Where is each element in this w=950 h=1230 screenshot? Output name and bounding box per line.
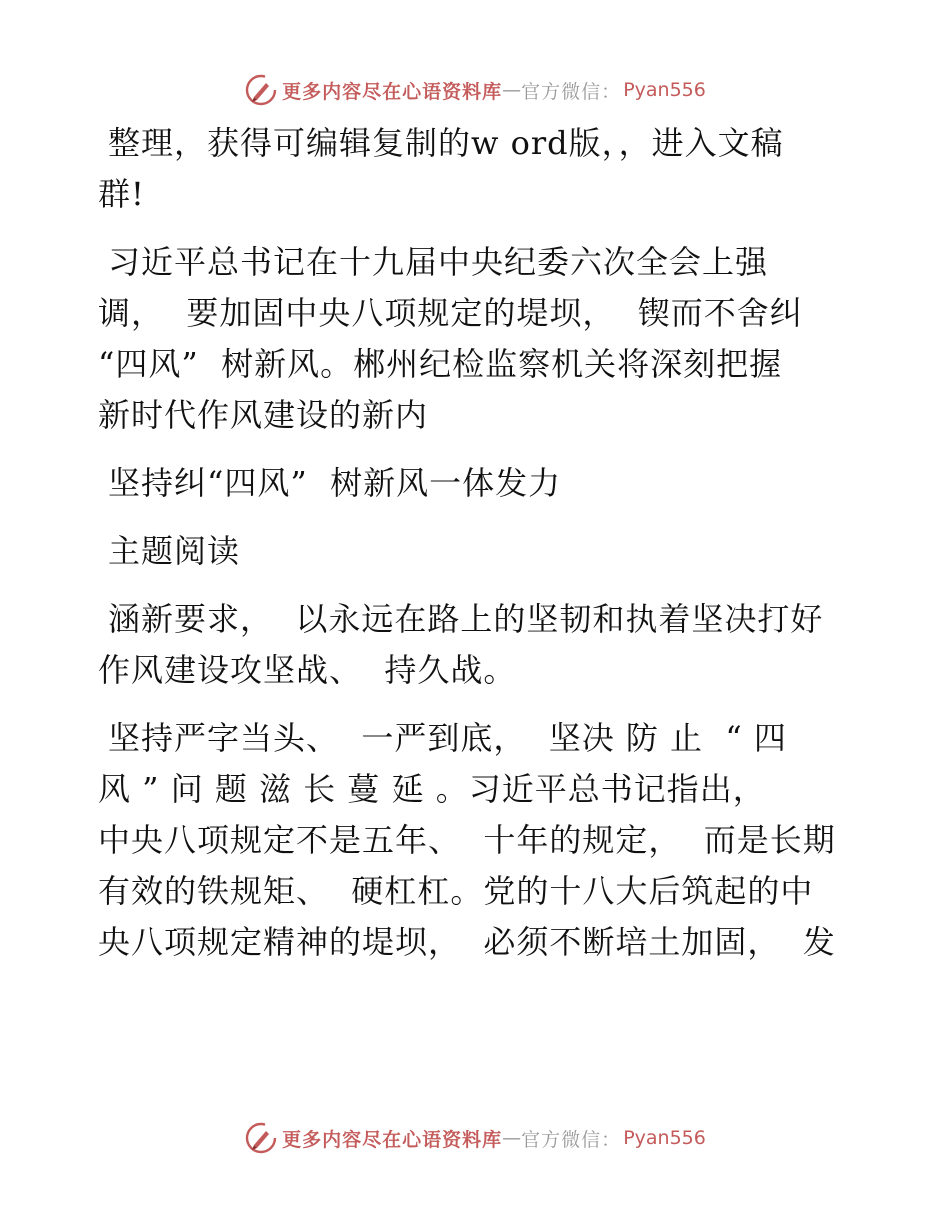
text-line: 整理，获得可编辑复制的w ord版，，进入文稿: [108, 124, 784, 162]
text-line: 坚持严字当头、 一严到底， 坚决 防 止 “ 四: [108, 719, 787, 757]
pen-nib-logo-icon: [244, 73, 278, 107]
text-line: “四风” 树新风。郴州纪检监察机关将深刻把握: [98, 345, 783, 383]
banner-wechat-label: 官方微信：: [521, 1128, 622, 1151]
banner-wechat-id: Pyan556: [623, 79, 706, 101]
footer-banner: [0, 1118, 950, 1158]
text-line: 群!: [98, 175, 145, 213]
paragraph: [98, 237, 850, 441]
banner-brand: 更多内容尽在心语资料库: [282, 1128, 503, 1151]
text-line: 主题阅读: [108, 532, 241, 570]
banner-brand: 更多内容尽在心语资料库: [282, 80, 503, 103]
text-line: 新时代作风建设的新内: [98, 396, 429, 434]
text-line: 调， 要加固中央八项规定的堤坝， 锲而不舍纠: [98, 294, 803, 332]
header-banner: [0, 70, 950, 110]
banner-separator: —: [502, 79, 522, 101]
paragraph: [98, 526, 850, 577]
text-line: 风 ” 问 题 滋 长 蔓 延 。习近平总书记指出，: [98, 770, 766, 808]
pen-nib-logo-icon: [244, 1121, 278, 1155]
text-line: 作风建设攻坚战、 持久战。: [98, 651, 517, 689]
text-line: 习近平总书记在十九届中央纪委六次全会上强: [108, 243, 769, 281]
banner-wechat-label: 官方微信：: [521, 80, 622, 103]
text-line: 涵新要求， 以永远在路上的坚韧和执着坚决打好: [108, 600, 824, 638]
banner-wechat-id: Pyan556: [623, 1127, 706, 1149]
text-line: 有效的铁规矩、 硬杠杠。党的十八大后筑起的中: [98, 872, 814, 910]
text-line: 坚持纠“四风” 树新风一体发力: [108, 464, 562, 502]
paragraph: [98, 594, 850, 696]
text-line: 中央八项规定不是五年、 十年的规定， 而是长期: [98, 821, 836, 859]
document-body: [98, 118, 850, 985]
paragraph: [98, 118, 850, 220]
text-line: 央八项规定精神的堤坝， 必须不断培土加固， 发: [98, 923, 836, 961]
paragraph: [98, 713, 850, 968]
paragraph: [98, 458, 850, 509]
banner-separator: —: [502, 1127, 522, 1149]
